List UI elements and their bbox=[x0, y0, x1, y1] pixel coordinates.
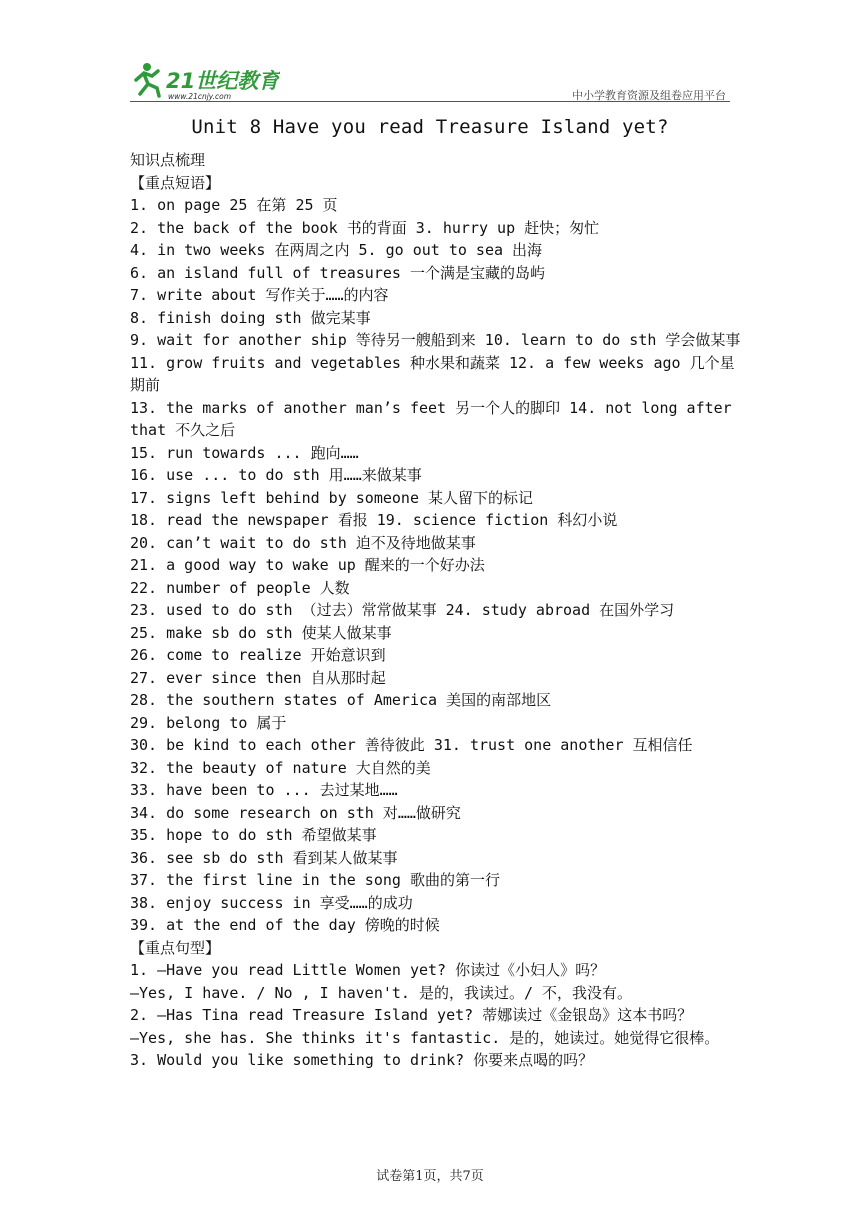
phrase-item: 16. use ... to do sth 用……来做某事 bbox=[130, 466, 422, 484]
sentences-heading: 【重点句型】 bbox=[130, 938, 221, 957]
phrase-item: 36. see sb do sth 看到某人做某事 bbox=[130, 848, 398, 867]
phrase-item: 17. signs left behind by someone 某人留下的标记 bbox=[130, 488, 534, 507]
document-body bbox=[130, 149, 742, 1072]
phrase-item: 28. the southern states of America 美国的南部地区 bbox=[130, 691, 552, 709]
phrase-item: 25. make sb do sth 使某人做某事 bbox=[130, 623, 392, 642]
sentence-item: 3. Would you like something to drink? 你要来点喝的吗？ bbox=[130, 1051, 594, 1069]
page-footer: 试卷第1页，共7页 bbox=[376, 1169, 484, 1184]
phrase-item: 7. write about 写作关于……的内容 bbox=[130, 286, 389, 304]
phrase-item: 13. the marks of another man’s feet 另一个人的脚印 14. not long after that 不久之后 bbox=[130, 398, 732, 439]
page-title: Unit 8 Have you read Treasure Island yet? bbox=[191, 116, 669, 138]
sentence-item: 1. —Have you read Little Women yet? 你读过《小妇人》吗？ bbox=[130, 961, 606, 979]
phrase-item: 37. the first line in the song 歌曲的第一行 bbox=[130, 871, 500, 889]
phrase-item: 35. hope to do sth 希望做某事 bbox=[130, 826, 377, 844]
phrase-item: 29. belong to 属于 bbox=[130, 713, 287, 732]
sentence-item: —Yes, she has. She thinks it's fantastic. 是的，她读过。她觉得它很棒。 bbox=[130, 1028, 720, 1047]
phrase-item: 33. have been to ... 去过某地…… bbox=[130, 781, 398, 799]
logo bbox=[130, 58, 280, 102]
phrase-item: 2. the back of the book 书的背面 3. hurry up 赶快；匆忙 bbox=[130, 218, 600, 237]
phrase-item: 20. can’t wait to do sth 迫不及待地做某事 bbox=[130, 533, 476, 552]
phrase-item: 22. number of people 人数 bbox=[130, 578, 350, 597]
section-heading: 知识点梳理 bbox=[130, 151, 206, 169]
phrase-item: 39. at the end of the day 傍晚的时候 bbox=[130, 916, 440, 934]
phrase-item: 30. be kind to each other 善待彼此 31. trust one another 互相信任 bbox=[130, 736, 693, 754]
phrase-item: 27. ever since then 自从那时起 bbox=[130, 668, 386, 687]
page-header bbox=[130, 58, 730, 102]
running-man-icon bbox=[136, 63, 159, 96]
sentence-item: 2. —Has Tina read Treasure Island yet? 蒂娜读过《金银岛》这本书吗？ bbox=[130, 1006, 693, 1024]
phrase-item: 26. come to realize 开始意识到 bbox=[130, 646, 386, 664]
phrase-item: 4. in two weeks 在两周之内 5. go out to sea 出海 bbox=[130, 241, 543, 259]
phrase-item: 1. on page 25 在第 25 页 bbox=[130, 196, 338, 214]
phrase-item: 6. an island full of treasures 一个满是宝藏的岛屿 bbox=[130, 263, 545, 282]
phrases-heading: 【重点短语】 bbox=[130, 173, 221, 192]
phrase-item: 21. a good way to wake up 醒来的一个好办法 bbox=[130, 556, 485, 574]
logo-text: 21世纪教育 bbox=[166, 69, 280, 93]
header-divider bbox=[130, 101, 730, 102]
phrase-item: 23. used to do sth （过去）常常做某事 24. study abroad 在国外学习 bbox=[130, 601, 675, 619]
phrase-item: 15. run towards ... 跑向…… bbox=[130, 443, 359, 462]
sentence-item: —Yes, I have. / No , I haven't. 是的，我读过。/ 不，我没有。 bbox=[130, 983, 633, 1002]
header-platform-text: 中小学教育资源及组卷应用平台 bbox=[572, 89, 726, 102]
phrase-item: 11. grow fruits and vegetables 种水果和蔬菜 12. a few weeks ago 几个星期前 bbox=[130, 353, 735, 394]
phrase-item: 18. read the newspaper 看报 19. science fiction 科幻小说 bbox=[130, 511, 618, 529]
phrase-item: 38. enjoy success in 享受……的成功 bbox=[130, 893, 413, 912]
phrase-item: 9. wait for another ship 等待另一艘船到来 10. learn to do sth 学会做某事 bbox=[130, 331, 741, 349]
logo-url: www.21cnjy.com bbox=[168, 92, 232, 101]
phrase-item: 32. the beauty of nature 大自然的美 bbox=[130, 758, 431, 777]
phrase-item: 8. finish doing sth 做完某事 bbox=[130, 308, 371, 327]
phrase-item: 34. do some research on sth 对……做研究 bbox=[130, 803, 461, 822]
